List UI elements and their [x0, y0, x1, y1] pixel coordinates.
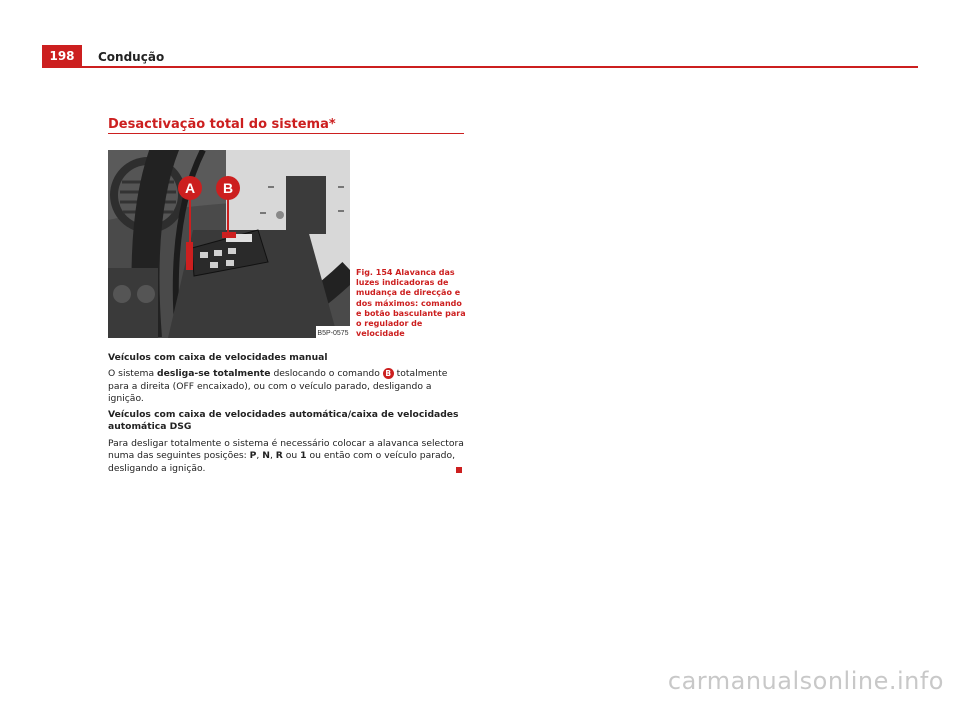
- gear-p: P: [249, 450, 257, 462]
- section-title: Desactivação total do sistema*: [108, 117, 336, 132]
- steering-lever-illustration: [108, 150, 350, 338]
- manual-bold: desliga-se totalmente: [157, 368, 271, 380]
- callout-a-label: A: [184, 180, 196, 196]
- auto-text-1: Para desligar totalmente o sistema é necessário colocar a alavanca selectora numa das seguintes posições:: [108, 437, 464, 462]
- callout-b-label: B: [222, 180, 234, 196]
- manual-section: [108, 352, 466, 406]
- watermark: carmanualsonline.info: [667, 667, 944, 695]
- gear-n: N: [262, 450, 270, 462]
- manual-heading: Veículos com caixa de velocidades manual: [108, 352, 328, 363]
- callout-b-inline: B: [383, 368, 394, 379]
- auto-or: ou: [282, 450, 301, 462]
- auto-section: [108, 409, 466, 475]
- auto-sep-1: ,: [256, 450, 263, 462]
- auto-heading: Veículos com caixa de velocidades automática/caixa de velocidades automática DSG: [108, 409, 459, 433]
- auto-paragraph: [108, 438, 466, 475]
- manual-text-1: O sistema: [108, 368, 158, 380]
- steering-lever-figure: [108, 150, 350, 338]
- page-number: 198: [42, 45, 82, 67]
- manual-paragraph: [108, 368, 466, 405]
- chapter-title: Condução: [98, 50, 165, 64]
- section-divider: [108, 133, 464, 134]
- image-code: B5P-0575: [317, 330, 349, 337]
- figure-caption: Fig. 154 Alavanca das luzes indicadoras de mudança de direcção e dos máximos: comando e botão basculante para o regulador de velocidade: [356, 268, 466, 339]
- auto-text-2: ou então com o veículo parado, desligando a ignição.: [108, 450, 456, 474]
- auto-sep-2: ,: [269, 450, 276, 462]
- manual-text-2: deslocando o comando: [270, 368, 383, 380]
- manual-text-3: totalmente para a direita (OFF encaixado), ou com o veículo parado, desligando a ignição.: [108, 368, 448, 405]
- gear-r: R: [275, 450, 283, 462]
- header-divider: [42, 66, 918, 68]
- section-end-marker: [456, 467, 462, 473]
- gear-1: 1: [300, 450, 307, 462]
